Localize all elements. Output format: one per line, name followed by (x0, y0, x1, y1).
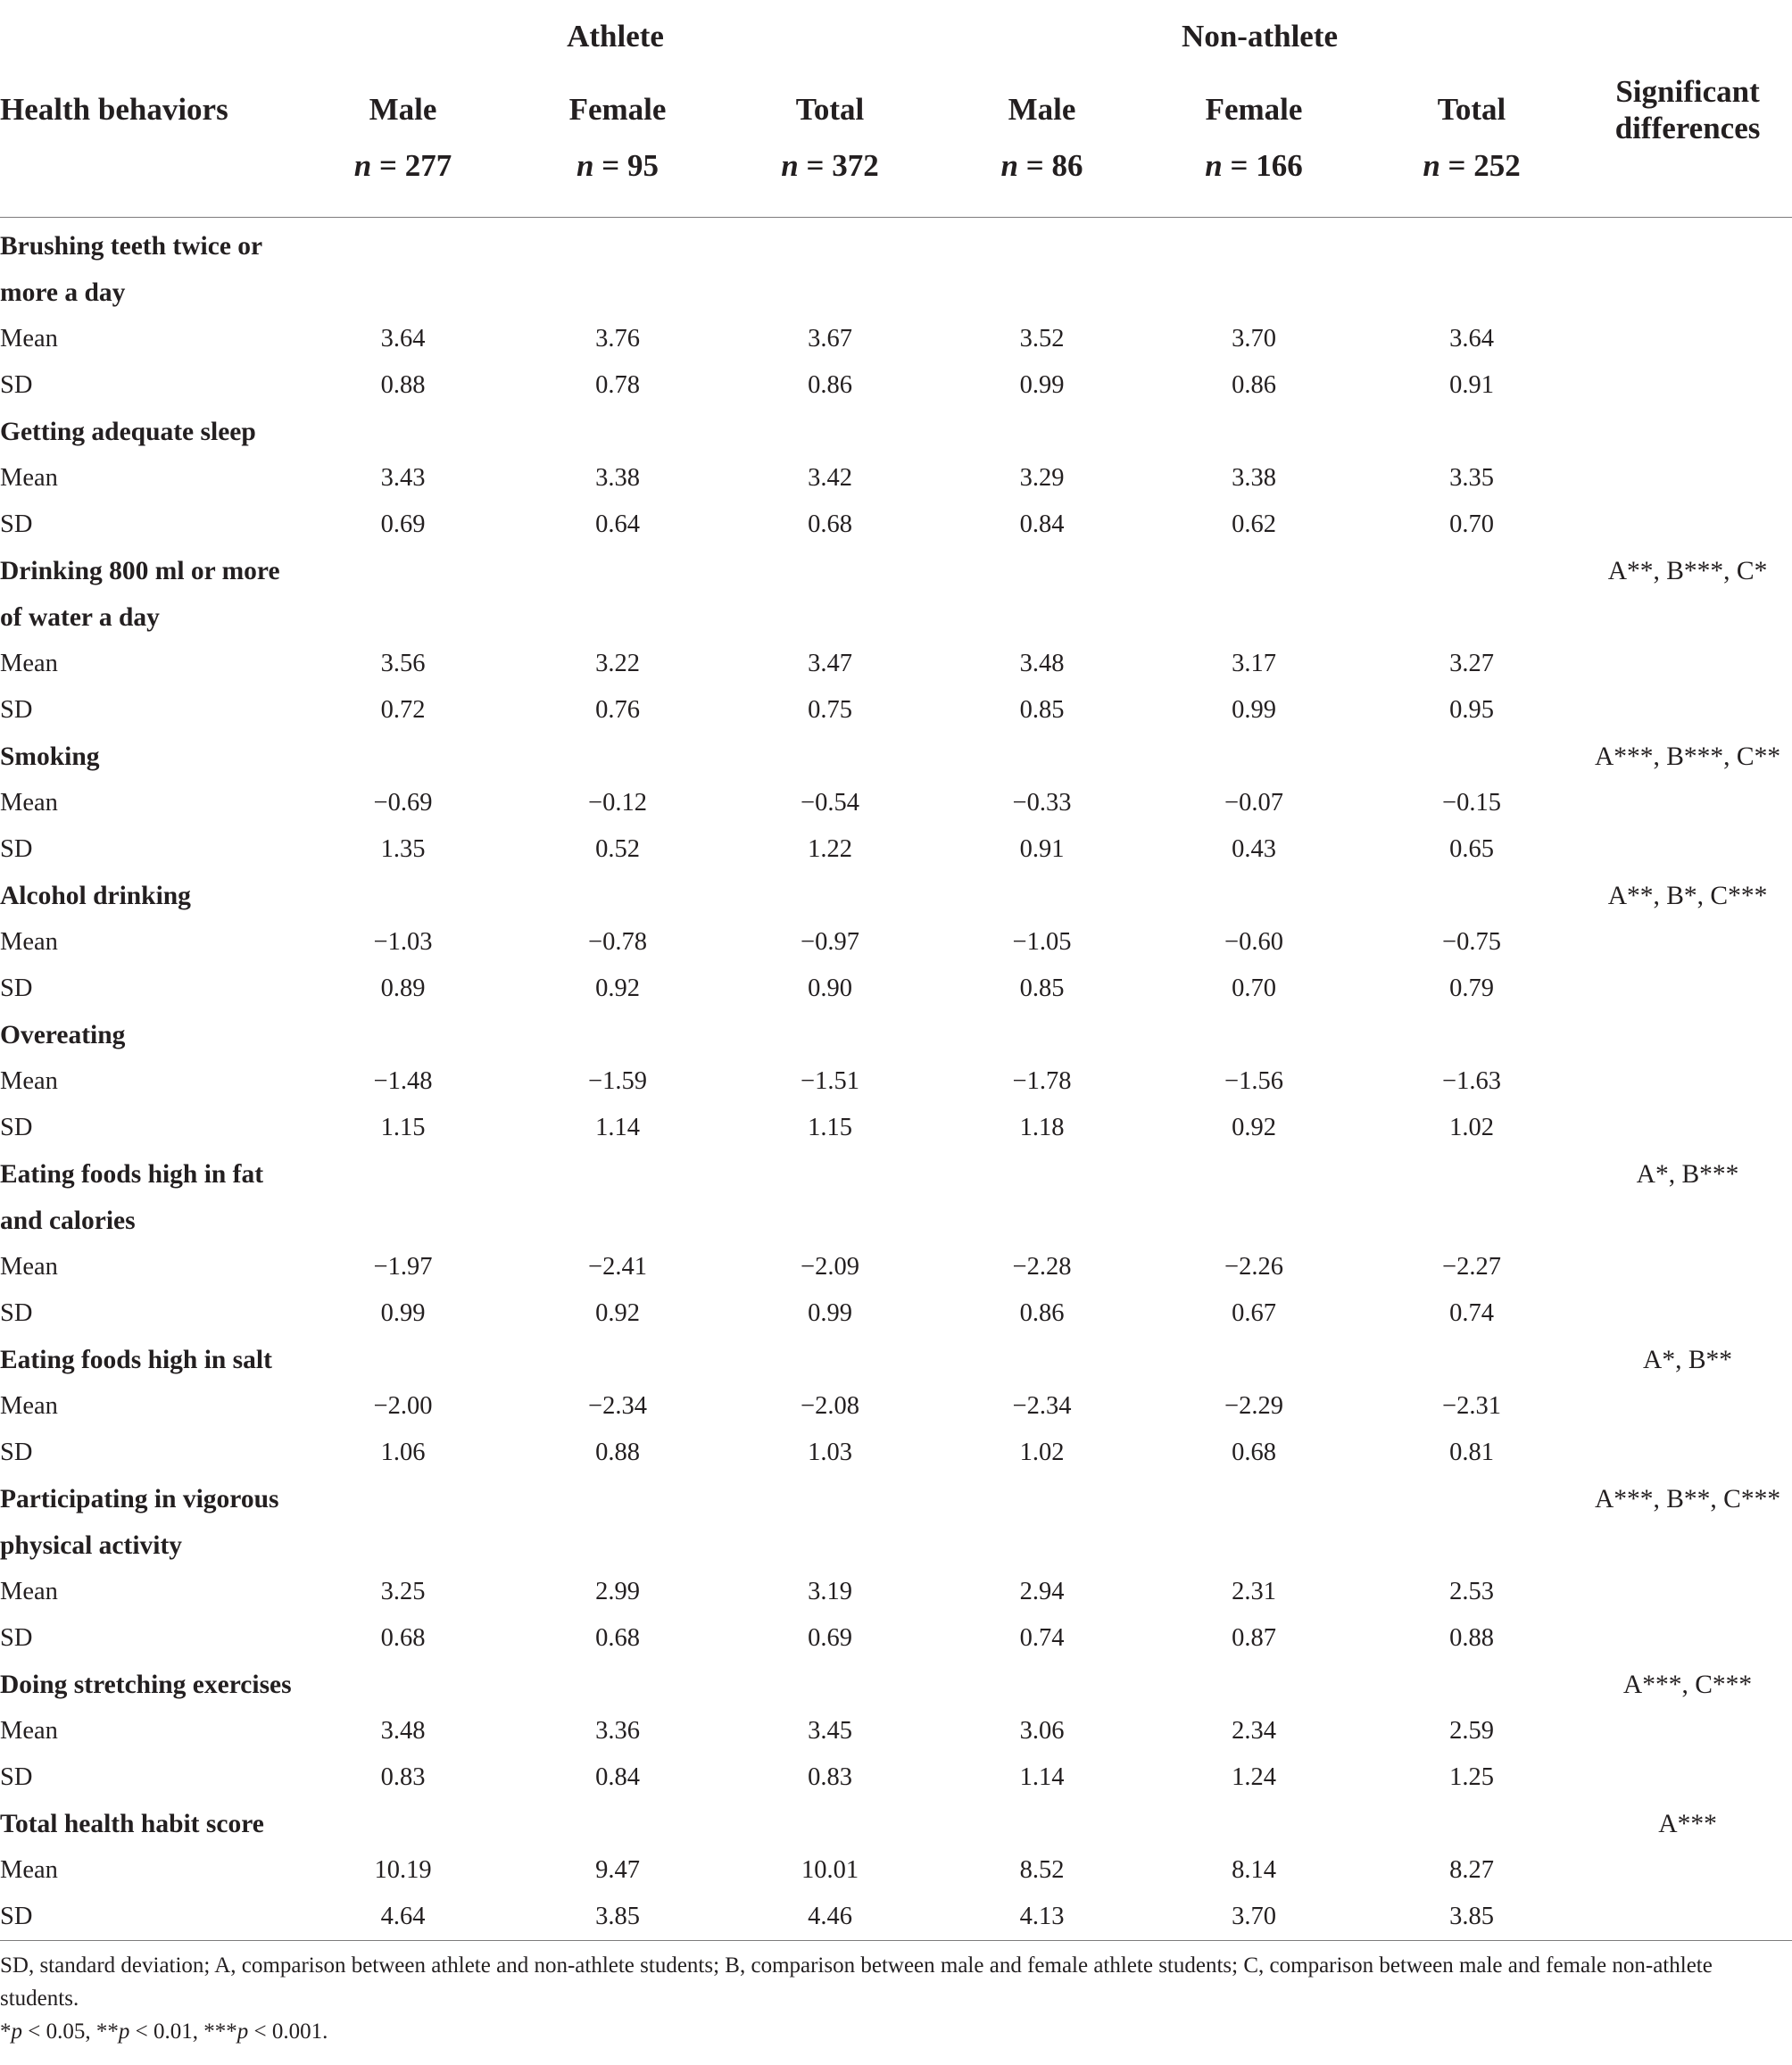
mean-row (0, 1847, 1792, 1894)
stat-label: Mean (0, 928, 58, 956)
value-cell: 0.99 (380, 1299, 426, 1327)
significance-cell (1583, 1569, 1792, 1615)
value-cell: −2.31 (1442, 1392, 1501, 1420)
value-cell: 0.92 (595, 1299, 640, 1327)
value-cell: 8.52 (1019, 1856, 1065, 1884)
mean-row (0, 919, 1792, 966)
significance-cell: A***, B**, C*** (1594, 1484, 1781, 1514)
value-cell: −1.48 (373, 1067, 433, 1095)
behavior-label: Doing stretching exercises (0, 1670, 292, 1699)
stat-label: Mean (0, 650, 58, 677)
significance-cell: A**, B*, C*** (1607, 881, 1768, 910)
significance-cell (1583, 1708, 1792, 1754)
value-cell: 0.83 (380, 1763, 426, 1791)
significance-cell (1583, 1847, 1792, 1894)
behavior-row (0, 1012, 1792, 1058)
stat-label: SD (0, 1903, 33, 1930)
stat-label: Mean (0, 789, 58, 817)
value-cell: 2.94 (1019, 1578, 1065, 1605)
header-columns-row (0, 73, 1792, 146)
col-nonathlete-female: Female (1205, 92, 1303, 127)
value-cell: 0.65 (1449, 835, 1494, 863)
sd-row (0, 1615, 1792, 1662)
behavior-row (0, 1151, 1792, 1198)
behavior-row (0, 1476, 1792, 1522)
value-cell: 0.68 (1232, 1439, 1276, 1466)
value-cell: 0.89 (380, 974, 426, 1002)
sd-row (0, 502, 1792, 548)
value-cell: −2.08 (801, 1392, 859, 1420)
sd-row (0, 1290, 1792, 1337)
significance-cell (1583, 1430, 1792, 1476)
stat-label: Mean (0, 325, 58, 352)
value-cell: 10.01 (801, 1856, 859, 1884)
value-cell: −0.54 (801, 789, 859, 817)
significance-cell (1583, 1383, 1792, 1430)
significance-cell: A**, B***, C* (1607, 556, 1768, 585)
mean-row (0, 316, 1792, 362)
col-nonathlete-male: Male (1008, 92, 1076, 127)
value-cell: 2.99 (595, 1578, 640, 1605)
value-cell: 0.88 (380, 371, 426, 399)
value-cell: 0.84 (1019, 510, 1065, 538)
behavior-label: Total health habit score (0, 1809, 264, 1838)
behavior-row (0, 1662, 1792, 1708)
mean-row (0, 455, 1792, 502)
significance-cell: A*, B*** (1636, 1159, 1739, 1189)
significance-cell (1583, 826, 1792, 873)
value-cell: 3.48 (1019, 650, 1065, 677)
significance-cell (1583, 594, 1792, 641)
value-cell: 0.91 (1449, 371, 1494, 399)
value-cell: 3.27 (1449, 650, 1494, 677)
table-body (0, 218, 1792, 1941)
value-cell: 0.74 (1449, 1299, 1494, 1327)
value-cell: 3.43 (380, 464, 426, 492)
value-cell: −1.51 (801, 1067, 859, 1095)
value-cell: 0.90 (808, 974, 852, 1002)
significance-cell (1583, 919, 1792, 966)
behavior-label: Drinking 800 ml or more (0, 556, 280, 585)
significance-cell (1583, 1615, 1792, 1662)
value-cell: −0.15 (1442, 789, 1501, 817)
value-cell: 0.67 (1232, 1299, 1276, 1327)
sd-row (0, 966, 1792, 1012)
value-cell: 1.35 (380, 835, 426, 863)
table-footnotes (0, 1949, 1776, 2048)
value-cell: 9.47 (595, 1856, 640, 1884)
value-cell: 0.68 (595, 1624, 640, 1652)
n-athlete-female: n = 95 (577, 148, 659, 183)
value-cell: 0.43 (1232, 835, 1276, 863)
mean-row (0, 1569, 1792, 1615)
significance-cell (1583, 409, 1792, 455)
value-cell: −2.34 (1012, 1392, 1072, 1420)
mean-row (0, 1708, 1792, 1754)
value-cell: 8.14 (1232, 1856, 1276, 1884)
value-cell: 0.88 (595, 1439, 640, 1466)
value-cell: 3.85 (1449, 1903, 1494, 1930)
value-cell: −1.03 (373, 928, 433, 956)
value-cell: −1.56 (1224, 1067, 1283, 1095)
col-significant-differences: Significant differences (1614, 74, 1761, 145)
value-cell: 0.99 (1232, 696, 1276, 724)
value-cell: 1.02 (1449, 1114, 1494, 1141)
value-cell: 0.86 (808, 371, 852, 399)
value-cell: 0.68 (808, 510, 852, 538)
value-cell: 2.59 (1449, 1717, 1494, 1745)
value-cell: 3.29 (1019, 464, 1065, 492)
value-cell: 4.46 (808, 1903, 852, 1930)
stat-label: SD (0, 371, 33, 399)
value-cell: 3.17 (1232, 650, 1276, 677)
value-cell: −2.29 (1224, 1392, 1283, 1420)
behavior-label: physical activity (0, 1530, 183, 1560)
value-cell: 3.48 (380, 1717, 426, 1745)
value-cell: 3.64 (380, 325, 426, 352)
significance-cell (1583, 502, 1792, 548)
value-cell: 3.19 (808, 1578, 852, 1605)
value-cell: −2.41 (588, 1253, 647, 1281)
behavior-label: Smoking (0, 742, 100, 771)
sd-row (0, 1894, 1792, 1941)
mean-row (0, 641, 1792, 687)
footnote-significance: *p < 0.05, **p < 0.01, ***p < 0.001. (0, 2019, 328, 2044)
value-cell: 0.69 (380, 510, 426, 538)
behavior-label: Eating foods high in salt (0, 1345, 272, 1374)
value-cell: 1.22 (808, 835, 852, 863)
behavior-row (0, 1801, 1792, 1847)
value-cell: −1.05 (1012, 928, 1072, 956)
significance-cell (1583, 1290, 1792, 1337)
value-cell: 0.87 (1232, 1624, 1276, 1652)
value-cell: 3.42 (808, 464, 852, 492)
value-cell: −2.09 (801, 1253, 859, 1281)
value-cell: −2.27 (1442, 1253, 1501, 1281)
value-cell: 3.38 (1232, 464, 1276, 492)
mean-row (0, 1058, 1792, 1105)
value-cell: 0.76 (595, 696, 640, 724)
significance-cell (1583, 218, 1792, 270)
value-cell: −0.60 (1224, 928, 1283, 956)
stat-label: SD (0, 1763, 33, 1791)
col-health-behaviors: Health behaviors (0, 92, 228, 127)
value-cell: 0.91 (1019, 835, 1065, 863)
value-cell: 0.92 (595, 974, 640, 1002)
value-cell: 0.84 (595, 1763, 640, 1791)
value-cell: 0.72 (380, 696, 426, 724)
value-cell: 0.95 (1449, 696, 1494, 724)
value-cell: −2.26 (1224, 1253, 1283, 1281)
value-cell: 0.70 (1232, 974, 1276, 1002)
value-cell: 3.36 (595, 1717, 640, 1745)
behavior-label: Brushing teeth twice or (0, 231, 263, 261)
significance-cell (1583, 641, 1792, 687)
value-cell: 0.85 (1019, 974, 1065, 1002)
stat-label: Mean (0, 1717, 58, 1745)
value-cell: −0.97 (801, 928, 859, 956)
value-cell: 1.24 (1232, 1763, 1276, 1791)
significance-cell (1583, 362, 1792, 409)
behavior-row (0, 1522, 1792, 1569)
value-cell: 3.85 (595, 1903, 640, 1930)
value-cell: 2.34 (1232, 1717, 1276, 1745)
value-cell: 1.06 (380, 1439, 426, 1466)
value-cell: 3.25 (380, 1578, 426, 1605)
value-cell: 3.76 (595, 325, 640, 352)
significance-cell (1583, 1522, 1792, 1569)
value-cell: −1.78 (1012, 1067, 1072, 1095)
group-non-athlete: Non-athlete (1182, 19, 1339, 54)
value-cell: 3.67 (808, 325, 852, 352)
stat-label: Mean (0, 1067, 58, 1095)
significance-cell: A***, B***, C** (1594, 742, 1781, 771)
footer-divider (0, 1941, 1792, 1942)
behavior-row (0, 873, 1792, 919)
stat-label: SD (0, 974, 33, 1002)
value-cell: 8.27 (1449, 1856, 1494, 1884)
value-cell: 0.92 (1232, 1114, 1276, 1141)
value-cell: 1.25 (1449, 1763, 1494, 1791)
stat-label: SD (0, 1439, 33, 1466)
significance-cell (1583, 270, 1792, 316)
group-athlete: Athlete (567, 19, 664, 54)
value-cell: 3.06 (1019, 1717, 1065, 1745)
value-cell: 3.64 (1449, 325, 1494, 352)
value-cell: 0.75 (808, 696, 852, 724)
stat-label: SD (0, 1114, 33, 1141)
stat-label: Mean (0, 1392, 58, 1420)
significance-cell (1583, 1105, 1792, 1151)
value-cell: 0.78 (595, 371, 640, 399)
behavior-label: Participating in vigorous (0, 1484, 279, 1514)
significance-cell (1583, 966, 1792, 1012)
behavior-label: Overeating (0, 1020, 126, 1049)
significance-cell (1583, 1894, 1792, 1941)
stat-label: SD (0, 1299, 33, 1327)
mean-row (0, 1244, 1792, 1290)
col-athlete-female: Female (568, 92, 667, 127)
value-cell: 0.86 (1019, 1299, 1065, 1327)
value-cell: −0.69 (373, 789, 433, 817)
sd-row (0, 1105, 1792, 1151)
stat-label: Mean (0, 1578, 58, 1605)
col-nonathlete-total: Total (1437, 92, 1506, 127)
stat-label: Mean (0, 1856, 58, 1884)
sd-row (0, 1430, 1792, 1476)
significance-cell (1583, 455, 1792, 502)
behavior-row (0, 1198, 1792, 1244)
value-cell: −2.00 (373, 1392, 433, 1420)
value-cell: 0.62 (1232, 510, 1276, 538)
footnote-abbreviations: SD, standard deviation; A, comparison between athlete and non-athlete students; B, comparison between male and female athlete students; C, comparison between male and female non-athlete students. (0, 1953, 1713, 2011)
significance-cell: A*, B** (1643, 1345, 1733, 1374)
value-cell: 0.52 (595, 835, 640, 863)
significance-cell: A***, C*** (1622, 1670, 1753, 1699)
value-cell: 3.22 (595, 650, 640, 677)
significance-cell (1583, 316, 1792, 362)
value-cell: −0.78 (588, 928, 647, 956)
significance-cell (1583, 1754, 1792, 1801)
value-cell: 0.79 (1449, 974, 1494, 1002)
header-n-row (0, 146, 1792, 217)
value-cell: 1.14 (595, 1114, 640, 1141)
n-athlete-male: n = 277 (353, 148, 452, 183)
mean-row (0, 780, 1792, 826)
value-cell: −0.12 (588, 789, 647, 817)
significance-cell (1583, 687, 1792, 734)
table-header (0, 0, 1792, 218)
behavior-label: Eating foods high in fat (0, 1159, 264, 1189)
stat-label: Mean (0, 1253, 58, 1281)
value-cell: 3.45 (808, 1717, 852, 1745)
value-cell: 3.52 (1019, 325, 1065, 352)
value-cell: −1.59 (588, 1067, 647, 1095)
stat-label: SD (0, 1624, 33, 1652)
value-cell: −0.33 (1012, 789, 1072, 817)
value-cell: −2.28 (1012, 1253, 1072, 1281)
stat-label: SD (0, 696, 33, 724)
significance-cell (1583, 1198, 1792, 1244)
value-cell: 3.47 (808, 650, 852, 677)
value-cell: 0.99 (808, 1299, 852, 1327)
significance-cell (1583, 780, 1792, 826)
n-nonathlete-total: n = 252 (1423, 148, 1521, 183)
value-cell: 0.88 (1449, 1624, 1494, 1652)
value-cell: 0.70 (1449, 510, 1494, 538)
stat-label: Mean (0, 464, 58, 492)
value-cell: 0.69 (808, 1624, 852, 1652)
value-cell: 4.13 (1019, 1903, 1065, 1930)
behavior-row (0, 270, 1792, 316)
stat-label: SD (0, 835, 33, 863)
value-cell: 2.31 (1232, 1578, 1276, 1605)
value-cell: 1.03 (808, 1439, 852, 1466)
sd-row (0, 687, 1792, 734)
stat-label: SD (0, 510, 33, 538)
value-cell: 10.19 (374, 1856, 432, 1884)
value-cell: −0.07 (1224, 789, 1283, 817)
value-cell: 0.83 (808, 1763, 852, 1791)
mean-row (0, 1383, 1792, 1430)
value-cell: 1.15 (808, 1114, 852, 1141)
value-cell: 3.35 (1449, 464, 1494, 492)
sd-row (0, 826, 1792, 873)
value-cell: 1.02 (1019, 1439, 1065, 1466)
behavior-label: and calories (0, 1206, 136, 1235)
sd-row (0, 362, 1792, 409)
col-athlete-male: Male (369, 92, 437, 127)
value-cell: −2.34 (588, 1392, 647, 1420)
behavior-row (0, 1337, 1792, 1383)
col-athlete-total: Total (795, 92, 865, 127)
value-cell: 3.70 (1232, 1903, 1276, 1930)
behavior-label: Alcohol drinking (0, 881, 191, 910)
behavior-row (0, 734, 1792, 780)
value-cell: 1.15 (380, 1114, 426, 1141)
value-cell: 0.85 (1019, 696, 1065, 724)
n-nonathlete-male: n = 86 (1000, 148, 1083, 183)
value-cell: −1.63 (1442, 1067, 1501, 1095)
significance-cell (1583, 1058, 1792, 1105)
significance-cell: A*** (1658, 1809, 1717, 1838)
value-cell: 2.53 (1449, 1578, 1494, 1605)
behavior-label: Getting adequate sleep (0, 417, 256, 446)
value-cell: 1.14 (1019, 1763, 1065, 1791)
value-cell: 0.74 (1019, 1624, 1065, 1652)
value-cell: −0.75 (1442, 928, 1501, 956)
sd-row (0, 1754, 1792, 1801)
value-cell: 0.64 (595, 510, 640, 538)
value-cell: 0.81 (1449, 1439, 1494, 1466)
value-cell: −1.97 (373, 1253, 433, 1281)
value-cell: 0.99 (1019, 371, 1065, 399)
value-cell: 0.68 (380, 1624, 426, 1652)
value-cell: 3.70 (1232, 325, 1276, 352)
significance-cell (1583, 1012, 1792, 1058)
n-nonathlete-female: n = 166 (1205, 148, 1303, 183)
behavior-row (0, 218, 1792, 270)
behavior-row (0, 594, 1792, 641)
value-cell: 0.86 (1232, 371, 1276, 399)
value-cell: 3.56 (380, 650, 426, 677)
behavior-row (0, 409, 1792, 455)
value-cell: 3.38 (595, 464, 640, 492)
n-athlete-total: n = 372 (781, 148, 879, 183)
significance-cell (1583, 1244, 1792, 1290)
behavior-label: more a day (0, 278, 126, 307)
value-cell: 4.64 (380, 1903, 426, 1930)
value-cell: 1.18 (1019, 1114, 1065, 1141)
header-group-row (0, 0, 1792, 73)
behavior-row (0, 548, 1792, 594)
behavior-label: of water a day (0, 602, 160, 632)
